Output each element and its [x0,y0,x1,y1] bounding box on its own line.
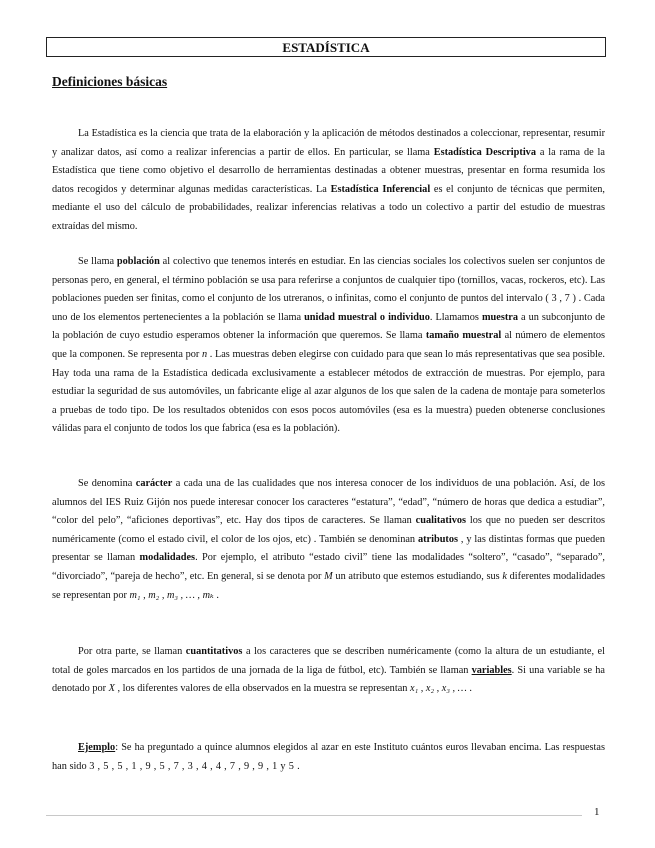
p4-text-1: Por otra parte, se llaman [78,646,186,657]
p3-text-7: diferentes modalidades se representan por [52,570,605,601]
p2-text-1: Se llama [78,256,117,267]
paragraph-quantitative [52,643,605,699]
term-example: Ejemplo [78,742,116,753]
term-sample-unit: unidad muestral o individuo [304,311,430,323]
math-X: X [108,683,115,695]
p3-text-8: . [213,589,219,601]
p3-text-4: , y las distintas formas que pueden presentar se llaman [52,533,605,564]
term-sample-size: tamaño muestral [425,330,502,342]
p3-text-3: los que no pueden ser descritos numéricamente (como el estado civil, el color de los ojos, etc) . También se denominan [52,515,606,545]
p4-text-5: . [466,683,472,695]
p3-text-5: . Por ejemplo, el atributo “estado civil” tiene las modalidades “soltero”, “casado”, “separado”, “divorciado”, “pareja de hecho”, etc. En general, si se denota por [52,552,605,582]
p1-text-3: es el conjunto de técnicas que permiten, mediante el uso del cálculo de probabilidades, realizar inferencias relativas a todo un colectivo a partir del estudio de muestras extraídas del mismo. [52,183,605,232]
p2-text-6: . Las muestras deben elegirse con cuidado para que sean lo más representativas que sea posible. Hay toda una rama de la Estadística dedicada exclusivamente a establecer métodos de extracción de muestras. Por ejemplo, para estudiar la seguridad de sus automóviles, un fabricante elige al azar algunos de los que salen de la cadena de montaje para someterlos a pruebas de todo tipo. De los resultados obtenidos con esos pocos automóviles (esa es la muestra) pueden obtenerse conclusiones válidas para el conjunto de todos los que fabrica (esa es la población). [52,348,605,435]
term-inferential-statistics: Estadística Inferencial [330,183,431,195]
math-values-list: x₁ , x₂ , x₃ , … [410,683,467,695]
p4-text-3: . Si una variable se ha denotado por [52,664,605,695]
example-values: 3 , 5 , 5 , 1 , 9 , 5 , 7 , 3 , 4 , 4 , 7 , 9 , 9 , 1 y 5 . [89,760,300,772]
p2-text-2: al colectivo que tenemos interés en estudiar. En las ciencias sociales los colectivos suelen ser conjuntos de personas pero, en general, el término población se usa para referirse a conjuntos de cualquier tipo (tornillos, vacas, rockeros, etc). Las poblaciones pueden ser finitas, como el conjunto de los utreranos, o infinitas, como el conjunto de puntos del intervalo ( 3 , 7 ) . Cada uno de los elementos pertenecientes a la población se llama [52,256,605,323]
p1-text-1: La Estadística es la ciencia que trata de la elaboración y la aplicación de métodos destinados a coleccionar, representar, resumir y analizar datos, así como a realizar inferencias a partir de ellos. En particular, se llama [52,128,605,158]
term-population: población [116,256,160,267]
term-sample: muestra [481,311,518,323]
p3-text-2: a cada una de las cualidades que nos interesa conocer de los individuos de una población. Así, de los alumnos del IES Ruiz Gijón nos puede interesar conocer los caracteres “estatura”, “edad”, “número de horas que dedica a estudiar”, “color del pelo”, “aficiones deportivas”, etc. Hay dos tipos de caracteres. Se llaman [52,478,605,527]
page-number: 1 [594,806,600,818]
p1-text-2: a la rama de la Estadística que tiene como objetivo el desarrollo de herramientas destinadas a obtener muestras, presentar en forma resumida los datos recogidos y determinar algunas medidas características. La [52,146,605,195]
math-M: M [324,570,333,582]
term-variables: variables [471,664,512,676]
math-n: n [201,348,208,360]
paragraph-population [52,253,605,439]
p4-text-2: a los caracteres que se describen numéricamente (como la altura de un estudiante, el total de goles marcados en los partidos de una jornada de la liga de fútbol, etc). También se llaman [52,646,605,676]
term-quantitative: cuantitativos [185,646,243,657]
p2-text-4: a un subconjunto de la población de cuyo estudio esperamos obtener la información que queremos. Se llama [52,311,605,342]
math-k: k [502,570,507,582]
paragraph-example [52,739,605,776]
footer-divider [46,815,582,816]
term-modalities: modalidades [139,552,196,564]
p4-text-4: , los diferentes valores de ella observados en la muestra se representan [114,683,410,695]
p2-text-3: . Llamamos [429,311,482,323]
term-qualitative: cualitativos [415,515,466,527]
p2-text-5: al número de elementos que la componen. Se representa por [52,330,605,360]
term-descriptive-statistics: Estadística Descriptiva [433,146,536,158]
paragraph-character [52,475,605,605]
term-attributes: atributos [417,533,459,545]
p3-text-6: un atributo que estemos estudiando, sus [332,570,503,582]
p3-text-1: Se denomina [78,478,136,489]
page-title: ESTADÍSTICA [46,37,606,57]
term-character: carácter [135,478,173,489]
math-modalities-list: m₁ , m₂ , m₃ , … , mₖ [129,589,214,601]
section-heading: Definiciones básicas [52,74,168,89]
p5-text-1: : Se ha preguntado a quince alumnos elegidos al azar en este Instituto cuántos euros llevaban encima. Las respuestas han sido [52,742,605,772]
paragraph-definition [52,125,605,237]
